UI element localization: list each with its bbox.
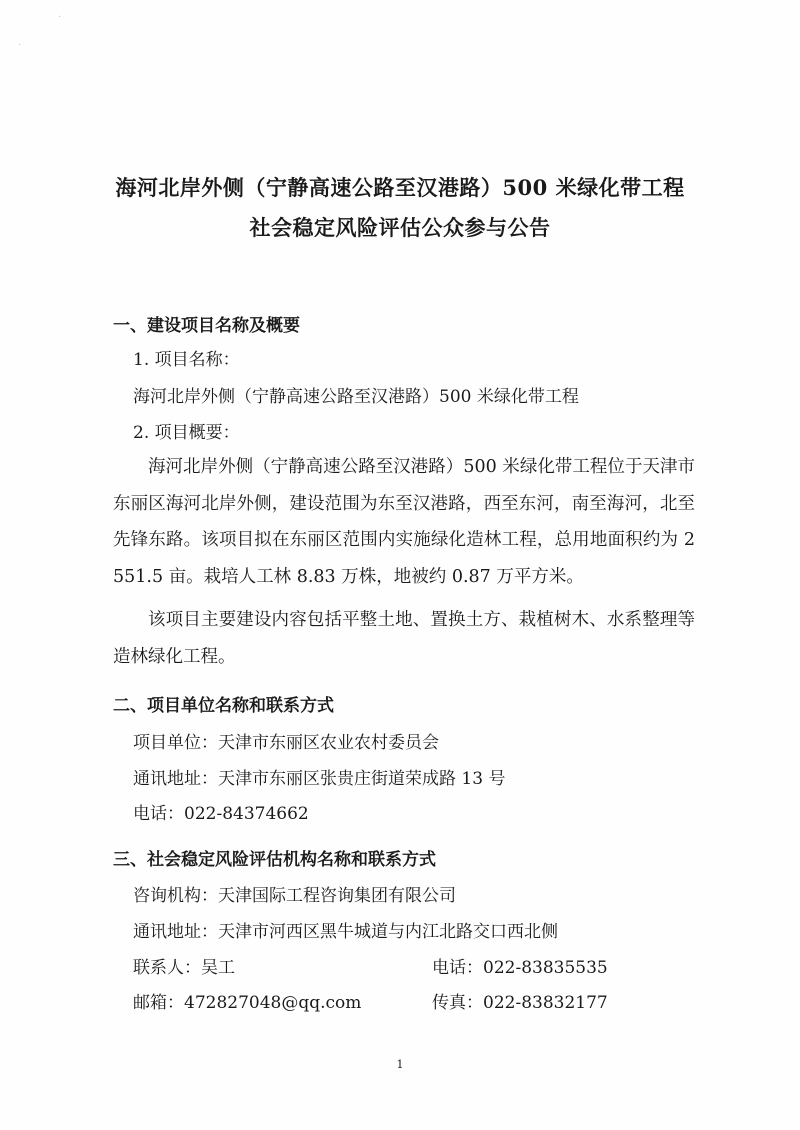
- scan-speck: ·: [18, 40, 22, 51]
- page-number: 1: [396, 1058, 404, 1071]
- title-line-1: 海河北岸外侧（宁静高速公路至汉港路）500 米绿化带工程: [115, 175, 685, 200]
- item-1-label: 1. 项目名称：: [133, 350, 240, 370]
- agency-contact-person: 联系人：吴工: [133, 958, 235, 978]
- item-2-label: 2. 项目概要：: [133, 423, 240, 443]
- agency-email: 邮箱：472827048@qq.com: [133, 993, 362, 1013]
- project-unit: 项目单位：天津市东丽区农业农村委员会: [133, 733, 439, 753]
- unit-phone: 电话：022-84374662: [133, 804, 309, 824]
- item-1-value: 海河北岸外侧（宁静高速公路至汉港路）500 米绿化带工程: [133, 387, 579, 407]
- agency-fax: 传真：022-83832177: [432, 993, 608, 1013]
- project-content-paragraph: 该项目主要建设内容包括平整土地、置换土方、栽植树木、水系整理等造林绿化工程。: [113, 610, 695, 667]
- section-3-heading: 三、社会稳定风险评估机构名称和联系方式: [113, 850, 436, 870]
- section-2-heading: 二、项目单位名称和联系方式: [113, 696, 334, 716]
- agency-address: 通讯地址：天津市河西区黑牛城道与内江北路交口西北侧: [133, 922, 558, 942]
- agency-phone: 电话：022-83835535: [432, 958, 608, 978]
- unit-address: 通讯地址：天津市东丽区张贵庄街道荣成路 13 号: [133, 769, 506, 789]
- title-line-2: 社会稳定风险评估公众参与公告: [249, 215, 551, 240]
- section-1-heading: 一、建设项目名称及概要: [113, 316, 300, 336]
- scan-speck: ·: [58, 12, 62, 23]
- consulting-agency: 咨询机构：天津国际工程咨询集团有限公司: [133, 886, 456, 906]
- project-overview-paragraph: 海河北岸外侧（宁静高速公路至汉港路）500 米绿化带工程位于天津市东丽区海河北岸外侧，建设范围为东至汉港路，西至东河，南至海河，北至先锋东路。该项目拟在东丽区范围内实施绿化造林工程，总用地面积约为 2551.5 亩。栽培人工林 8.83 万株，地被约 0.87 万平方米。: [113, 457, 695, 587]
